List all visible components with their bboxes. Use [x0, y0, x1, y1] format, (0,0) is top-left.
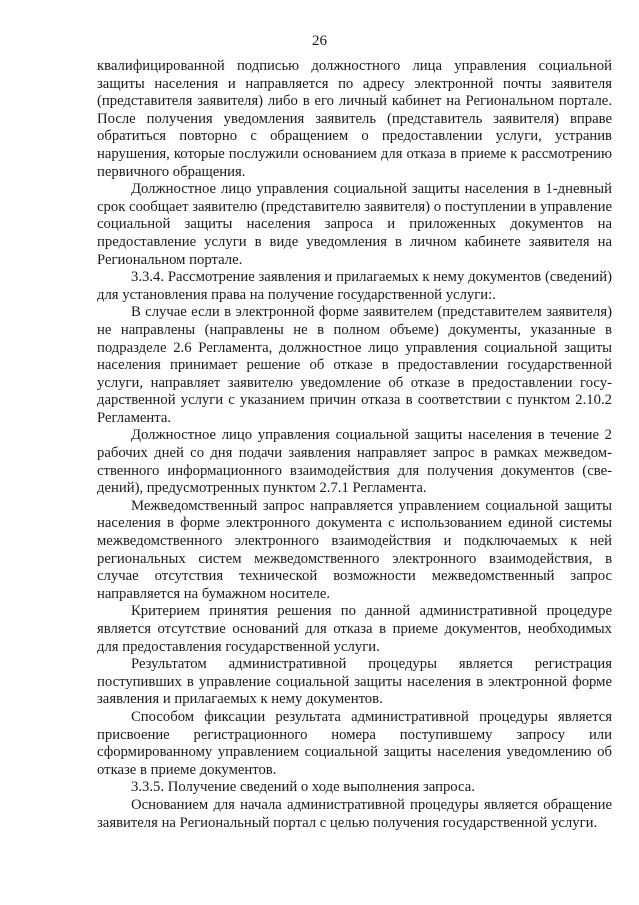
paragraph-notification: Должностное лицо управления социальной защиты населения в 1-дневный срок сообщает заявителю (представителю заявителя) о поступлении в управление социальной защиты населения запроса и приложенных документов на предоставление услуги в виде уведомления в личном кабинете заявителя на Региональном портале.: [97, 181, 612, 268]
section-heading-3-3-5: 3.3.5. Получение сведений о ходе выполнения запроса.: [131, 779, 475, 796]
paragraph-result-fixation: Способом фиксации результата административной процедуры является присвоение регистрационного номера поступившему запросу или сформированному управлением социальной защиты населения уведомлению об отказе в приеме документов.: [97, 708, 612, 778]
document-body: [97, 58, 612, 832]
paragraph-procedure-basis: Основанием для начала административной процедуры является обращение заявителя на Региональный портал с целью получения государственной услуги.: [97, 796, 612, 831]
paragraph-electronic-request: Межведомственный запрос направляется управлением социальной защиты населения в форме электронного документа с использованием единой системы межведомственного электронного взаимодействия и подключаемых к ней региональных систем межведомственного электронного взаимодействия, в случае отсутствия технической возможности межведомственный запрос направляется на бумажном носителе.: [97, 497, 612, 602]
section-heading-3-3-4: 3.3.4. Рассмотрение заявления и прилагаемых к нему документов (сведений) для установления права на получение государственной услуги:.: [97, 269, 612, 303]
paragraph-result: Результатом административной процедуры является регистрация поступивших в управление социальной защиты населения в электронной форме заявления и прилагаемых к нему документов.: [97, 656, 612, 708]
paragraph-interagency-request: Должностное лицо управления социальной защиты населения в течение 2 рабочих дней со дня подачи заявления направляет запрос в рамках межведомственного информационного взаимодействия для получения документов (сведений), предусмотренных пунктом 2.7.1 Регламента.: [97, 427, 612, 497]
paragraph-refusal: В случае если в электронной форме заявителем (представителем заявителя) не направлены (направлены не в полном объеме) документы, указанные в подразделе 2.6 Регламента, должностное лицо управления социальной защиты населения принимает решение об отказе в предоставлении государственной услуги, направляет заявителю уведомление об отказе в предоставлении государственной услуги с указанием причин отказа в соответствии с пунктом 2.10.2 Регламента.: [97, 304, 612, 426]
page-number: 26: [312, 33, 327, 49]
paragraph-decision-criterion: Критерием принятия решения по данной административной процедуре является отсутствие оснований для отказа в приеме документов, необходимых для предоставления государственной услуги.: [97, 603, 612, 655]
paragraph-continuation: квалифицированной подписью должностного лица управления социальной защиты населения и направляется по адресу электронной почты заявителя (представителя заявителя) либо в его личный кабинет на Региональном портале. После получения уведомления заявитель (представитель заявителя) вправе обратиться повторно с обращением о предоставлении услуги, устранив нарушения, которые послужили основанием для отказа в приеме к рассмотрению первичного обращения.: [97, 58, 612, 180]
